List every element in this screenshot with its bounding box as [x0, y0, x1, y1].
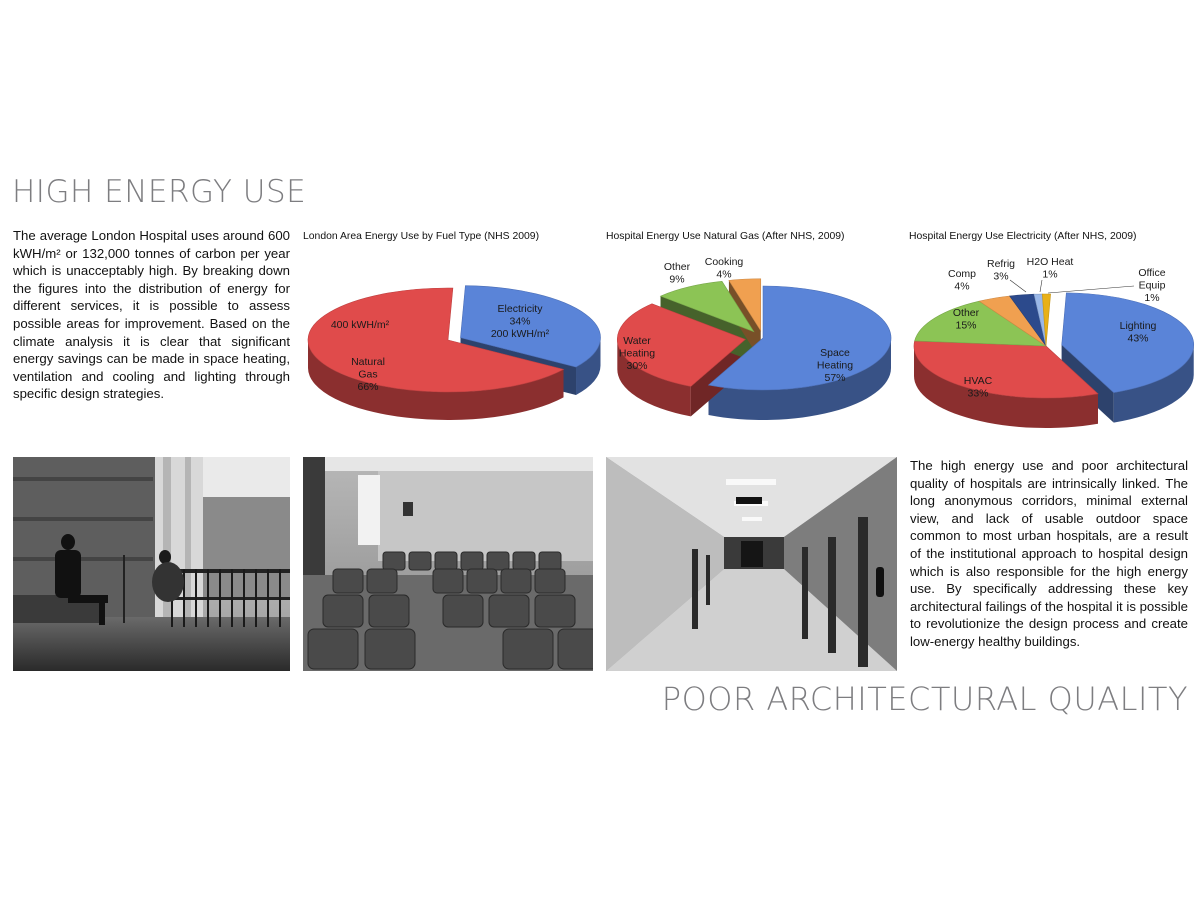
chart-title-electricity: Hospital Energy Use Electricity (After NHS, 2009) [909, 231, 1137, 242]
label-natural-gas: Natural Gas 66% [351, 356, 385, 393]
pie-chart-electricity [906, 250, 1196, 450]
label-office-equip: Office Equip 1% [1138, 267, 1166, 304]
photo-hospital-exterior [13, 457, 290, 671]
label-other-electricity: Other 15% [952, 307, 980, 332]
callout-line-h2o [1040, 280, 1042, 292]
chart-title-fuel-type: London Area Energy Use by Fuel Type (NHS 2009) [303, 231, 540, 242]
intro-paragraph: The average London Hospital uses around 600 kWH/m² or 132,000 tonnes of carbon per year which is unacceptably high. By breaking down the figures into the distribution of energy for different services, it is possible to assess possible areas for improvement. Based on the climate analysis it is clear that significant energy savings can be made in space heating, ventilation and cooling and lighting through specific design strategies. [13, 228, 290, 402]
section-title-poor-architectural-quality: POOR ARCHITECTURAL QUALITY [661, 680, 1188, 718]
pie-chart-fuel-type [300, 275, 600, 450]
label-cooking: Cooking 4% [704, 256, 744, 281]
photo-hospital-corridor [606, 457, 897, 671]
label-electricity: Electricity 34% 200 kWH/m² [490, 303, 550, 340]
label-lighting: Lighting 43% [1119, 320, 1157, 345]
callout-line-refrig [1010, 280, 1026, 292]
label-hvac: HVAC 33% [963, 375, 993, 400]
label-refrig: Refrig 3% [986, 258, 1016, 283]
pie-chart-natural-gas [603, 250, 898, 450]
callout-line-office-equip [1048, 286, 1134, 293]
label-h2o-heat: H2O Heat 1% [1026, 256, 1074, 281]
label-natural-gas-kwh: 400 kWH/m² [330, 319, 390, 331]
photo-waiting-room [303, 457, 593, 671]
label-space-heating: Space Heating 57% [816, 347, 854, 384]
section-title-high-energy-use: HIGH ENERGY USE [12, 174, 307, 210]
label-other-gas: Other 9% [663, 261, 691, 286]
label-comp: Comp 4% [947, 268, 977, 293]
label-water-heating: Water Heating 30% [618, 335, 656, 372]
closing-paragraph: The high energy use and poor architectural quality of hospitals are intrinsically linked. The long anonymous corridors, minimal external view, and lack of usable outdoor space common to most urban hospitals, are a result of the institutional approach to hospital design which is also responsible for the high energy use. By specifically addressing these key architectural failings of the hospital it is possible to revolutionize the design process and create low-energy healthy buildings. [910, 458, 1188, 649]
chart-title-natural-gas: Hospital Energy Use Natural Gas (After NHS, 2009) [606, 231, 845, 242]
